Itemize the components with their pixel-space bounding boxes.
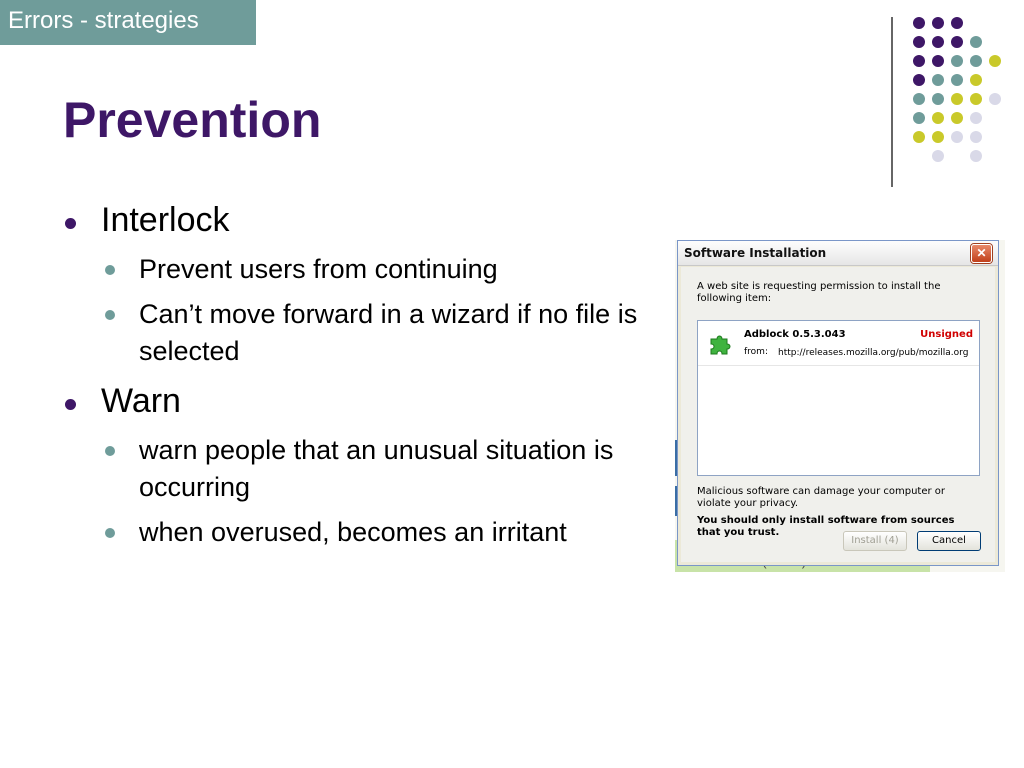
item-source-url: http://releases.mozilla.org/pub/mozilla.org bbox=[778, 348, 969, 358]
close-icon[interactable]: ✕ bbox=[971, 244, 992, 263]
dot-grid-row-1 bbox=[913, 17, 963, 29]
dialog-warning-text: Malicious software can damage your computer or violate your privacy. bbox=[697, 486, 946, 509]
sub-bullet-prevent-users: Prevent users from continuing bbox=[139, 254, 498, 284]
bullet-warn: Warn bbox=[101, 382, 181, 420]
sub-bullet-irritant: when overused, becomes an irritant bbox=[139, 517, 567, 547]
software-installation-dialog bbox=[677, 240, 999, 566]
cancel-button[interactable]: Cancel bbox=[917, 531, 981, 551]
decorative-dot-grid bbox=[0, 0, 1024, 200]
bullet-marker bbox=[65, 399, 76, 410]
dialog-advice-text: You should only install software from sources that you trust. bbox=[697, 515, 955, 538]
dot-grid-row-7 bbox=[913, 131, 982, 143]
item-from-label: from: bbox=[744, 347, 768, 357]
install-dialog-screenshot bbox=[675, 240, 1005, 572]
dialog-title: Software Installation bbox=[684, 246, 827, 260]
sub-bullet-marker bbox=[105, 265, 115, 275]
dot-grid-row-8 bbox=[932, 150, 982, 162]
sub-bullet-marker bbox=[105, 310, 115, 320]
puzzle-piece-icon bbox=[708, 331, 734, 357]
dot-grid-row-3 bbox=[913, 55, 1001, 67]
install-button[interactable]: Install (4) bbox=[843, 531, 907, 551]
sub-bullet-marker bbox=[105, 446, 115, 456]
bullet-interlock: Interlock bbox=[101, 201, 230, 239]
sub-bullet-wizard: Can’t move forward in a wizard if no file is selected bbox=[139, 299, 638, 366]
install-item-list bbox=[697, 320, 980, 476]
dot-grid-row-6 bbox=[913, 112, 982, 124]
install-item[interactable] bbox=[698, 321, 979, 366]
slide-title: Prevention bbox=[63, 92, 322, 148]
dot-grid-row-5 bbox=[913, 93, 1001, 105]
dot-grid-row-4 bbox=[913, 74, 982, 86]
item-name: Adblock 0.5.3.043 bbox=[744, 329, 846, 340]
dialog-body bbox=[681, 267, 995, 562]
dialog-titlebar bbox=[678, 241, 998, 266]
sub-bullet-marker bbox=[105, 528, 115, 538]
dialog-intro-text: A web site is requesting permission to install the following item: bbox=[697, 281, 941, 304]
section-tag: Errors - strategies bbox=[0, 0, 256, 45]
dot-grid-row-2 bbox=[913, 36, 982, 48]
sub-bullet-unusual: warn people that an unusual situation is occurring bbox=[139, 435, 614, 502]
divider-line bbox=[891, 17, 893, 187]
unsigned-badge: Unsigned bbox=[920, 329, 973, 340]
bullet-marker bbox=[65, 218, 76, 229]
